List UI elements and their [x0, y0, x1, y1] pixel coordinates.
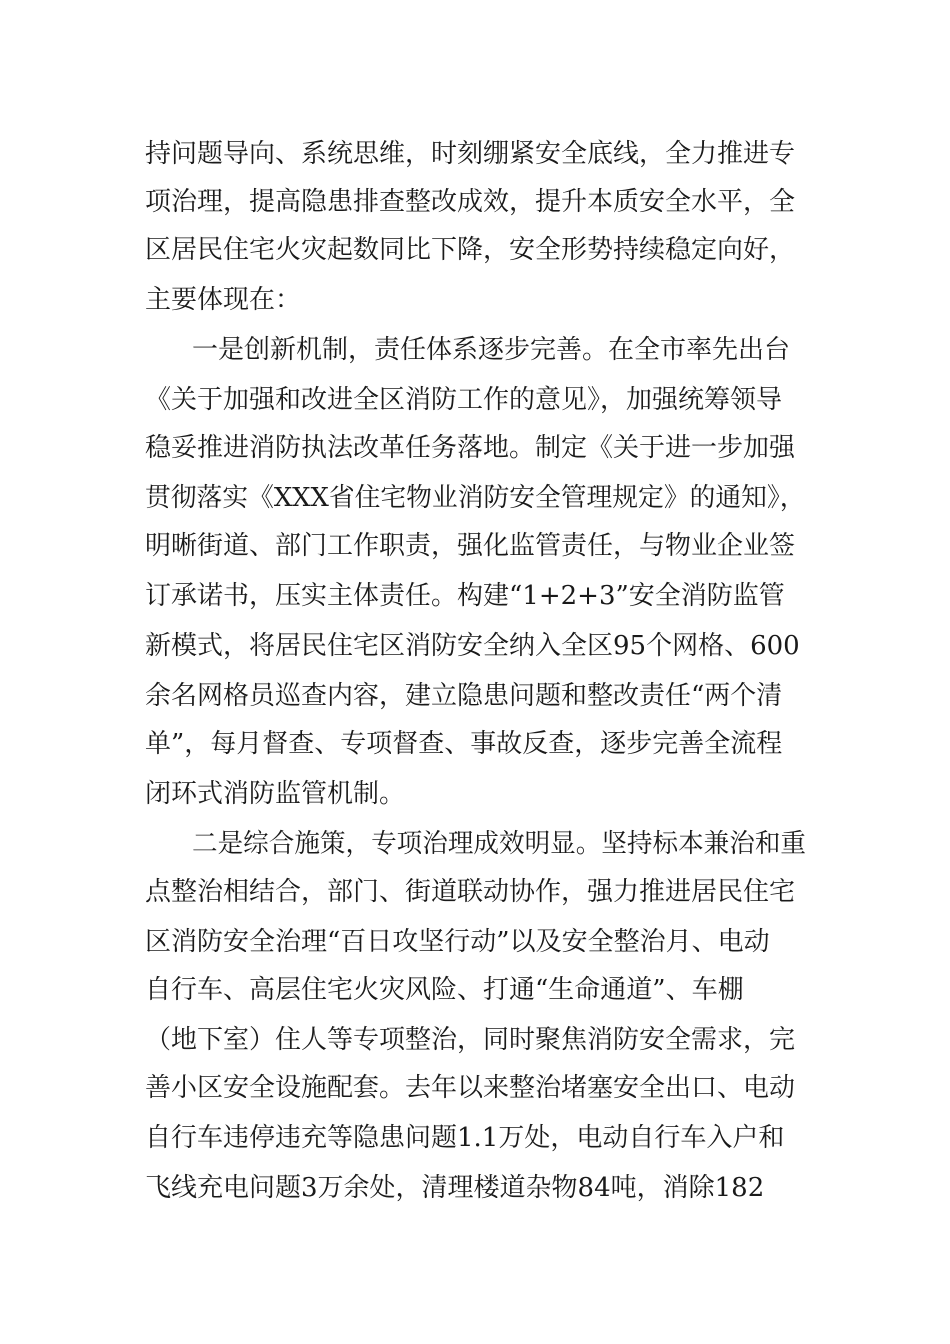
text-line-6: 《关于加强和改进全区消防工作的意见》，加强统筹领导 [145, 385, 783, 415]
text-line-19: （地下室）住人等专项整治，同时聚焦消防安全需求，完 [145, 1025, 796, 1055]
text-line-21: 自行车违停违充等隐患问题1.1万处，电动自行车入户和 [145, 1123, 785, 1153]
text-line-4: 主要体现在： [145, 285, 302, 315]
text-line-18: 自行车、高层住宅火灾风险、打通“生命通道”、车棚 [145, 975, 744, 1005]
text-line-14: 闭环式消防监管机制。 [145, 779, 406, 809]
text-line-10: 订承诺书，压实主体责任。构建“1+2+3”安全消防监管 [145, 581, 785, 611]
text-line-17: 区消防安全治理“百日攻坚行动”以及安全整治月、电动 [145, 927, 770, 957]
paragraph-2-first-line: 二是综合施策，专项治理成效明显。坚持标本兼治和重 [192, 829, 807, 859]
text-line-13: 单”，每月督查、专项督查、事故反查，逐步完善全流程 [145, 729, 783, 759]
text-line-7: 稳妥推进消防执法改革任务落地。制定《关于进一步加强 [145, 433, 796, 463]
text-line-22: 飞线充电问题3万余处，清理楼道杂物84吨，消除182 [145, 1173, 765, 1203]
text-line-16: 点整治相结合，部门、街道联动协作，强力推进居民住宅 [145, 877, 796, 907]
text-line-11: 新模式，将居民住宅区消防安全纳入全区95个网格、600 [145, 631, 800, 661]
text-line-2: 项治理，提高隐患排查整改成效，提升本质安全水平，全 [145, 187, 796, 217]
text-line-1: 持问题导向、系统思维，时刻绷紧安全底线，全力推进专 [145, 139, 796, 169]
text-line-9: 明晰街道、部门工作职责，强化监管责任，与物业企业签 [145, 531, 796, 561]
text-line-3: 区居民住宅火灾起数同比下降，安全形势持续稳定向好， [145, 235, 796, 265]
text-line-20: 善小区安全设施配套。去年以来整治堵塞安全出口、电动 [145, 1073, 796, 1103]
text-line-8: 贯彻落实《XXX省住宅物业消防安全管理规定》的通知》， [145, 483, 806, 513]
paragraph-1-first-line: 一是创新机制，责任体系逐步完善。在全市率先出台 [192, 335, 791, 365]
text-line-12: 余名网格员巡查内容，建立隐患问题和整改责任“两个清 [145, 681, 783, 711]
